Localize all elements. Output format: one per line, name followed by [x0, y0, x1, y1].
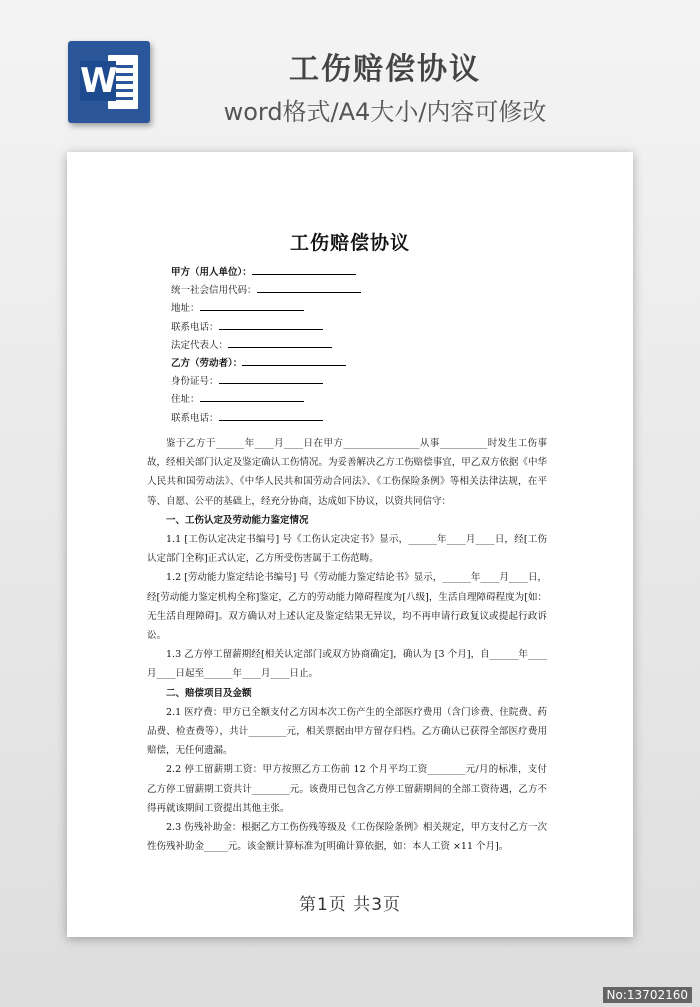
header-title: 工伤赔偿协议 [289, 52, 481, 87]
field-party-b: 乙方（劳动者）： [171, 353, 361, 371]
document-title: 工伤赔偿协议 [289, 232, 410, 254]
field-legal-rep: 法定代表人： [171, 335, 361, 353]
field-phone-a: 联系电话： [171, 317, 361, 335]
party-fields [171, 262, 361, 426]
image-number-badge: No:13702160 [603, 987, 692, 1003]
document-page [67, 152, 633, 937]
paragraph-1-1: 1.1 [工伤认定决定书编号] 号《工伤认定决定书》显示，______年____月____日，经[工伤认定部门全称]正式认定，乙方所受伤害属于工伤范畴。 [147, 534, 547, 565]
input-line[interactable] [219, 371, 323, 384]
section-heading-1: 一、工伤认定及劳动能力鉴定情况 [166, 514, 309, 526]
word-letter: W [80, 61, 118, 101]
input-line[interactable] [200, 389, 304, 402]
field-party-a: 甲方（用人单位）： [171, 262, 361, 280]
paragraph-2-1: 2.1 医疗费：甲方已全额支付乙方因本次工伤产生的全部医疗费用（含门诊费、住院费、药品费、检查费等），共计________元，相关票据由甲方留存归档。乙方确认已获得全部医疗费用赔偿，无任何遗漏。 [147, 706, 547, 757]
field-address-a: 地址： [171, 298, 361, 316]
input-line[interactable] [252, 262, 356, 275]
input-line[interactable] [228, 335, 332, 348]
input-line[interactable] [219, 408, 323, 421]
paragraph-1-2: 1.2 [劳动能力鉴定结论书编号] 号《劳动能力鉴定结论书》显示，______年____月____日，经[劳动能力鉴定机构全称]鉴定，乙方的劳动能力障碍程度为[八级]，生活自理障碍程度为[如：无生活自理障碍]。双方确认对上述认定及鉴定结果无异议，均不再申请行政复议或提起行政诉讼。 [147, 572, 547, 642]
input-line[interactable] [200, 298, 304, 311]
input-line[interactable] [257, 280, 361, 293]
document-body [147, 434, 547, 856]
paragraph-preamble: 鉴于乙方于______年____月____日在甲方________________从事__________时发生工伤事故，经相关部门认定及鉴定确认工伤情况。为妥善解决乙方工伤赔偿事宜，甲乙双方依据《中华人民共和国劳动法》、《中华人民共和国劳动合同法》、《工伤保险条例》等相关法律法规，在平等、自愿、公平的基础上，经充分协商，达成如下协议，以资共同信守： [147, 438, 547, 507]
field-id-number: 身份证号： [171, 371, 361, 389]
header-subtitle: word格式/A4大小/内容可修改 [223, 98, 547, 126]
input-line[interactable] [242, 353, 346, 366]
paragraph-2-3: 2.3 伤残补助金：根据乙方工伤伤残等级及《工伤保险条例》相关规定，甲方支付乙方一次性伤残补助金_____元。该金额计算标准为[明确计算依据，如：本人工资 ×11 个月]。 [147, 822, 547, 853]
input-line[interactable] [219, 317, 323, 330]
field-phone-b: 联系电话： [171, 408, 361, 426]
section-heading-2: 二、赔偿项目及金额 [166, 687, 252, 699]
word-document-icon [68, 41, 150, 123]
field-credit-code: 统一社会信用代码： [171, 280, 361, 298]
paragraph-2-2: 2.2 停工留薪期工资：甲方按照乙方工伤前 12 个月平均工资________元/月的标准，支付乙方停工留薪期工资共计________元。该费用已包含乙方停工留薪期间的全部工资待遇，乙方不得再就该期间工资提出其他主张。 [147, 764, 547, 814]
page-number: 第1页 共3页 [298, 895, 402, 915]
field-address-b: 住址： [171, 389, 361, 407]
paragraph-1-3: 1.3 乙方停工留薪期经[相关认定部门或双方协商确定]，确认为 [3 个月]，自______年____月____日起至______年____月____日止。 [147, 649, 547, 680]
